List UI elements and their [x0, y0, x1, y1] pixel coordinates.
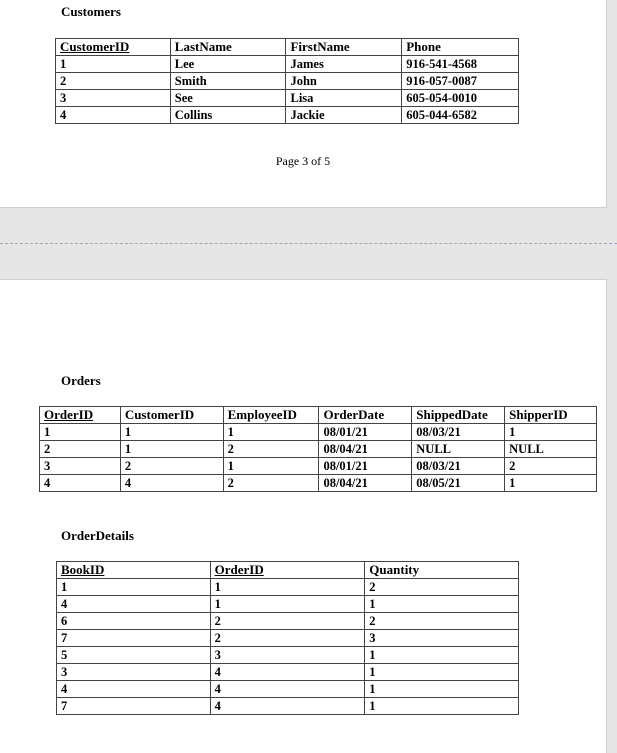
header-cell: Phone	[402, 39, 519, 56]
table-cell: James	[286, 56, 402, 73]
table-cell: 1	[223, 458, 319, 475]
table-cell: 3	[57, 664, 211, 681]
table-cell: 2	[40, 441, 121, 458]
table-cell: 916-057-0087	[402, 73, 519, 90]
table-cell: 2	[210, 630, 365, 647]
table-cell: See	[170, 90, 286, 107]
table-row	[57, 698, 519, 715]
table-cell: 4	[210, 681, 365, 698]
table-cell: 2	[210, 613, 365, 630]
table-cell: 4	[40, 475, 121, 492]
table-cell: Collins	[170, 107, 286, 124]
table-cell: 2	[365, 579, 519, 596]
table-cell: 08/05/21	[412, 475, 505, 492]
table-cell: Lisa	[286, 90, 402, 107]
table-cell: 2	[365, 613, 519, 630]
header-cell: ShippedDate	[412, 407, 505, 424]
table-cell: 3	[56, 90, 171, 107]
table-cell: 605-044-6582	[402, 107, 519, 124]
table-row	[56, 90, 519, 107]
table-cell: 2	[505, 458, 597, 475]
table-row	[40, 458, 597, 475]
header-cell: EmployeeID	[223, 407, 319, 424]
header-cell: CustomerID	[56, 39, 171, 56]
table-row	[56, 107, 519, 124]
table-cell: 08/03/21	[412, 458, 505, 475]
table-cell: 3	[365, 630, 519, 647]
table-cell: 1	[505, 424, 597, 441]
table-cell: 1	[210, 596, 365, 613]
table-row	[57, 596, 519, 613]
table-cell: 1	[210, 579, 365, 596]
table-cell: 1	[40, 424, 121, 441]
table-cell: 08/04/21	[319, 475, 412, 492]
header-cell: OrderID	[40, 407, 121, 424]
table-cell: 916-541-4568	[402, 56, 519, 73]
table-cell: 1	[120, 424, 223, 441]
order-details-title: OrderDetails	[61, 528, 134, 543]
table-cell: 4	[57, 596, 211, 613]
header-cell: Quantity	[365, 562, 519, 579]
table-cell: NULL	[412, 441, 505, 458]
page-break-line	[0, 243, 617, 244]
orders-title: Orders	[61, 373, 101, 388]
table-cell: 7	[57, 698, 211, 715]
header-cell: CustomerID	[120, 407, 223, 424]
table-row	[57, 630, 519, 647]
document-page-4	[0, 279, 607, 753]
page-footer: Page 3 of 5	[275, 154, 331, 168]
header-cell: OrderID	[210, 562, 365, 579]
table-cell: 5	[57, 647, 211, 664]
table-cell: 1	[223, 424, 319, 441]
orders-table	[39, 406, 597, 492]
table-cell: 6	[57, 613, 211, 630]
table-cell: 1	[365, 698, 519, 715]
table-row	[56, 56, 519, 73]
header-cell: BookID	[57, 562, 211, 579]
customers-table	[55, 38, 519, 124]
table-cell: 2	[120, 458, 223, 475]
document-page-3	[0, 0, 607, 208]
table-cell: Smith	[170, 73, 286, 90]
table-cell: 2	[223, 441, 319, 458]
table-cell: 4	[210, 664, 365, 681]
table-cell: 4	[120, 475, 223, 492]
table-cell: 7	[57, 630, 211, 647]
table-cell: 08/04/21	[319, 441, 412, 458]
table-cell: 1	[505, 475, 597, 492]
table-row	[56, 73, 519, 90]
table-cell: 3	[210, 647, 365, 664]
table-cell: 1	[365, 681, 519, 698]
table-cell: 1	[120, 441, 223, 458]
table-cell: 08/01/21	[319, 458, 412, 475]
table-cell: NULL	[505, 441, 597, 458]
table-cell: 1	[57, 579, 211, 596]
table-cell: 4	[57, 681, 211, 698]
table-cell: 605-054-0010	[402, 90, 519, 107]
table-cell: 3	[40, 458, 121, 475]
table-header-row	[56, 39, 519, 56]
table-row	[57, 613, 519, 630]
table-row	[40, 475, 597, 492]
table-cell: Jackie	[286, 107, 402, 124]
table-cell: 2	[56, 73, 171, 90]
order-details-table	[56, 561, 519, 715]
table-cell: Lee	[170, 56, 286, 73]
table-row	[40, 441, 597, 458]
header-cell: OrderDate	[319, 407, 412, 424]
header-cell: LastName	[170, 39, 286, 56]
header-cell: FirstName	[286, 39, 402, 56]
table-cell: John	[286, 73, 402, 90]
table-cell: 4	[56, 107, 171, 124]
table-row	[57, 664, 519, 681]
table-cell: 4	[210, 698, 365, 715]
table-row	[57, 681, 519, 698]
table-cell: 2	[223, 475, 319, 492]
table-cell: 1	[365, 596, 519, 613]
table-row	[57, 647, 519, 664]
table-cell: 1	[365, 647, 519, 664]
table-cell: 1	[56, 56, 171, 73]
table-row	[57, 579, 519, 596]
table-row	[40, 424, 597, 441]
table-header-row	[40, 407, 597, 424]
table-cell: 08/03/21	[412, 424, 505, 441]
table-cell: 1	[365, 664, 519, 681]
customers-title: Customers	[61, 4, 121, 19]
table-header-row	[57, 562, 519, 579]
table-cell: 08/01/21	[319, 424, 412, 441]
header-cell: ShipperID	[505, 407, 597, 424]
